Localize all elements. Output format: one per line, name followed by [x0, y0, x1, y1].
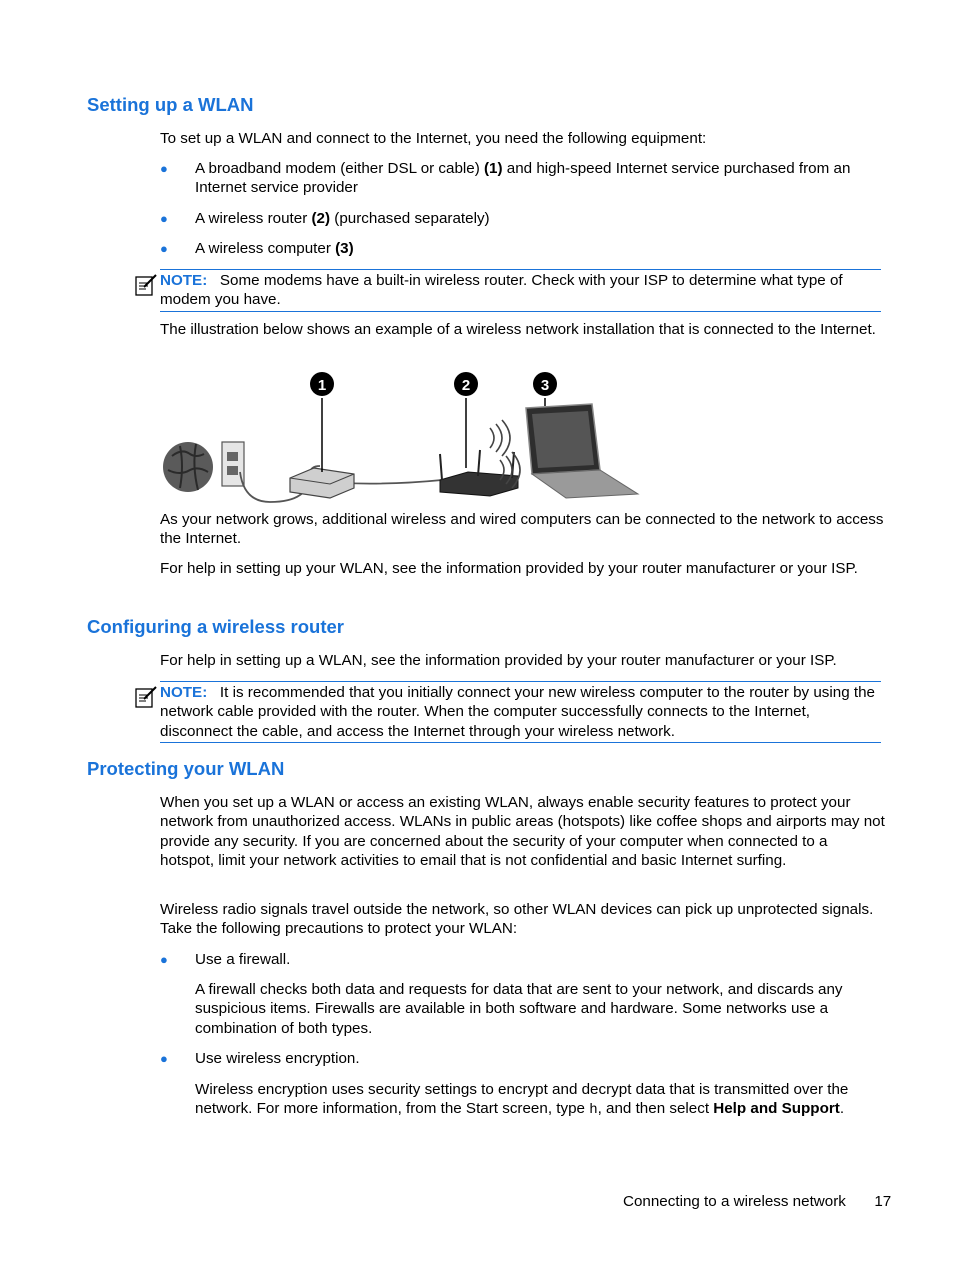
- configuring-paragraph: For help in setting up a WLAN, see the information provided by your router manufacturer or your ISP.: [160, 652, 837, 669]
- section-heading-setting-up-wlan: Setting up a WLAN: [87, 94, 254, 115]
- note-box: [160, 681, 881, 743]
- bullet-icon: ●: [160, 161, 168, 176]
- list-item-text: A wireless computer (3): [195, 240, 354, 257]
- bullet-icon: ●: [160, 952, 168, 967]
- network-illustration: [160, 368, 650, 508]
- note-text: It is recommended that you initially connect your new wireless computer to the router by using the network cable provided with the router. When the computer successfully connects to the Internet, disconnect the cable, and access the Internet through your wireless network.: [160, 684, 875, 740]
- bullet-icon: ●: [160, 211, 168, 226]
- illustration-intro: The illustration below shows an example of a wireless network installation that is connected to the Internet.: [160, 321, 876, 338]
- page-footer: [623, 1192, 898, 1211]
- typed-key: h: [589, 1102, 598, 1119]
- section-heading-configuring-router: Configuring a wireless router: [87, 616, 344, 637]
- note-icon: [134, 685, 158, 709]
- bullet-icon: ●: [160, 241, 168, 256]
- callout-1-label: 1: [317, 377, 327, 394]
- list-item-text: A broadband modem (either DSL or cable) (1) and high-speed Internet service purchased from an Internet service provider: [195, 160, 851, 197]
- note-text: Some modems have a built-in wireless router. Check with your ISP to determine what type of modem you have.: [160, 272, 843, 309]
- footer-section-title: Connecting to a wireless network: [623, 1193, 846, 1210]
- list-item-text: Use a firewall.: [195, 951, 291, 968]
- section-heading-protecting-wlan: Protecting your WLAN: [87, 758, 285, 779]
- network-grows-paragraph: As your network grows, additional wireless and wired computers can be connected to the network to access the Internet.: [160, 511, 884, 548]
- page-number: 17: [874, 1193, 892, 1210]
- intro-paragraph: To set up a WLAN and connect to the Internet, you need the following equipment:: [160, 130, 707, 147]
- globe-icon: [163, 442, 213, 492]
- router-help-paragraph: For help in setting up your WLAN, see the information provided by your router manufacturer or your ISP.: [160, 560, 858, 577]
- bullet-icon: ●: [160, 1051, 168, 1066]
- note-box: [160, 269, 881, 312]
- firewall-detail: A firewall checks both data and requests for data that are sent to your network, and discards any suspicious items. Firewalls are available in both software and hardware. Some networks use a combination of both types.: [195, 981, 843, 1037]
- note-label: NOTE:: [160, 684, 208, 701]
- modem-icon: [290, 468, 354, 498]
- protecting-paragraph-2: Wireless radio signals travel outside the network, so other WLAN devices can pick up unprotected signals. Take the following precautions to protect your WLAN:: [160, 901, 874, 938]
- list-item-text: Use wireless encryption.: [195, 1050, 360, 1067]
- laptop-icon: [526, 404, 638, 498]
- note-icon: [134, 273, 158, 297]
- callout-3-label: 3: [540, 377, 550, 394]
- list-item-text: A wireless router (2) (purchased separately): [195, 210, 490, 227]
- encryption-detail: Wireless encryption uses security settings to encrypt and decrypt data that is transmitted over the network. For more information, from the Start screen, type h, and then select Help and Support.: [195, 1081, 849, 1119]
- note-label: NOTE:: [160, 272, 208, 289]
- protecting-paragraph-1: When you set up a WLAN or access an existing WLAN, always enable security features to protect your network from unauthorized access. WLANs in public areas (hotspots) like coffee shops and airports may not provide any security. If you are concerned about the security of your computer when connected to a hotspot, limit your network activities to email that is not confidential and basic Internet surfing.: [160, 794, 885, 869]
- callout-2-label: 2: [461, 377, 471, 394]
